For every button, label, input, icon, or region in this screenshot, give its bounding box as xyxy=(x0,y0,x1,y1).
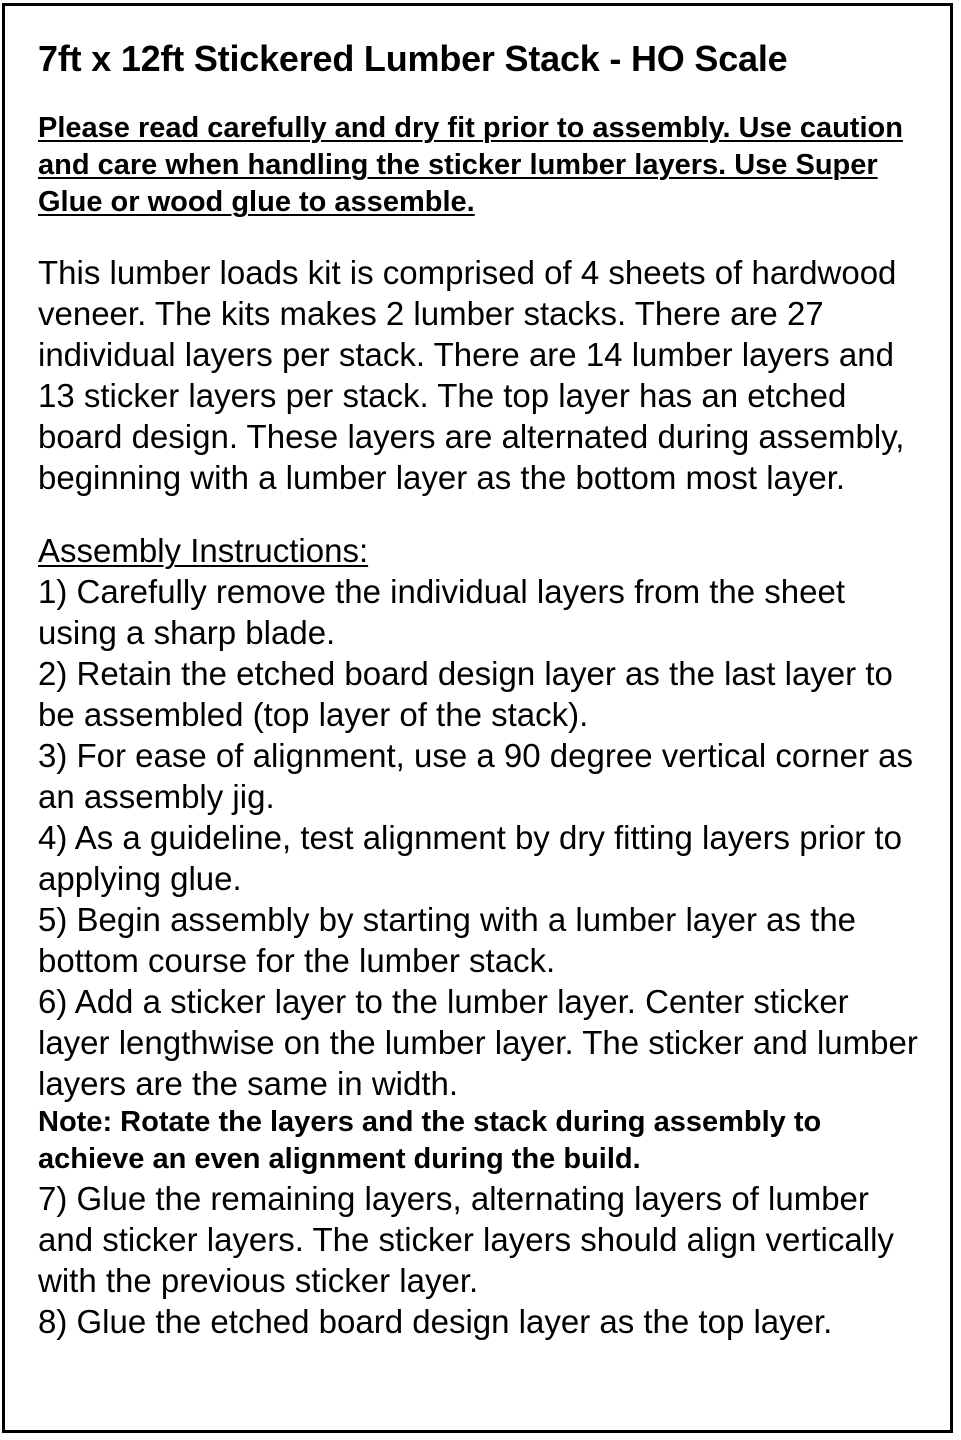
assembly-note: Note: Rotate the layers and the stack during assembly to achieve an even alignment during the build. xyxy=(38,1106,822,1175)
instruction-step: 2) Retain the etched board design layer as the last layer to be assembled (top layer of the stack). xyxy=(38,655,893,733)
assembly-instructions xyxy=(38,530,928,1342)
instruction-step: 4) As a guideline, test alignment by dry fitting layers prior to applying glue. xyxy=(38,819,902,897)
instruction-step: 5) Begin assembly by starting with a lumber layer as the bottom course for the lumber stack. xyxy=(38,901,857,979)
instruction-step: 7) Glue the remaining layers, alternating layers of lumber and sticker layers. The sticker layers should align vertically with the previous sticker layer. xyxy=(38,1180,894,1299)
instruction-step: 1) Carefully remove the individual layers from the sheet using a sharp blade. xyxy=(38,573,846,651)
instructions-heading: Assembly Instructions: xyxy=(38,532,369,569)
instruction-step: 6) Add a sticker layer to the lumber layer. Center sticker layer lengthwise on the lumber layer. The sticker and lumber layers are the same in width. xyxy=(38,983,918,1102)
instruction-step: 8) Glue the etched board design layer as the top layer. xyxy=(38,1303,833,1340)
instruction-sheet xyxy=(38,36,928,1342)
warning-text: Please read carefully and dry fit prior to assembly. Use caution and care when handling the sticker lumber layers. Use Super Glue or wood glue to assemble. xyxy=(38,112,903,218)
document-title: 7ft x 12ft Stickered Lumber Stack - HO Scale xyxy=(38,38,788,79)
intro-paragraph: This lumber loads kit is comprised of 4 sheets of hardwood veneer. The kits makes 2 lumber stacks. There are 27 individual layers per stack. There are 14 lumber layers and 13 sticker layers per stack. The top layer has an etched board design. These layers are alternated during assembly, beginning with a lumber layer as the bottom most layer. xyxy=(38,254,905,496)
instruction-step: 3) For ease of alignment, use a 90 degree vertical corner as an assembly jig. xyxy=(38,737,913,815)
